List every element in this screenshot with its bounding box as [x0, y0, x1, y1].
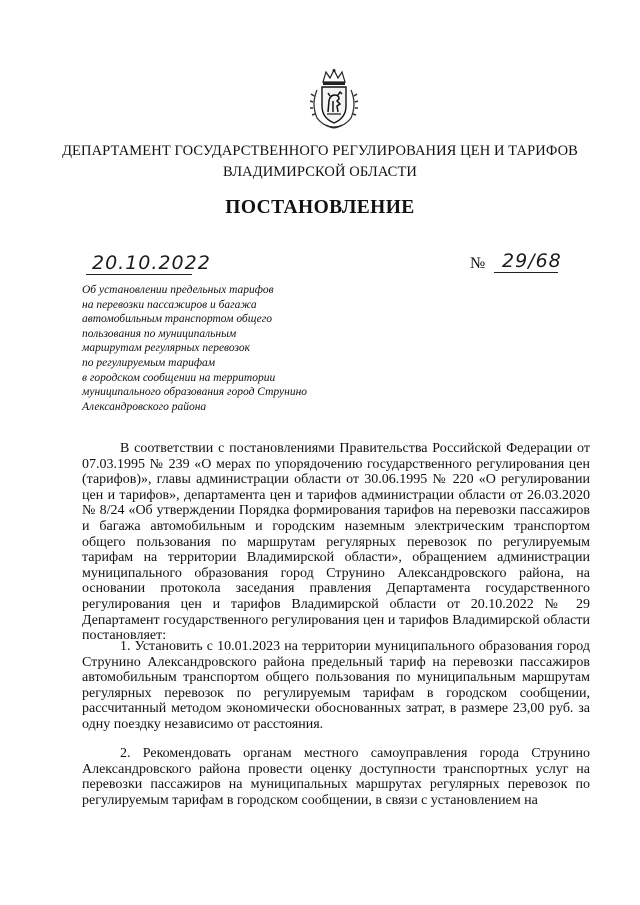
number-sign: № — [470, 255, 486, 272]
department-name-line2: ВЛАДИМИРСКОЙ ОБЛАСТИ — [223, 164, 417, 180]
department-name-line1: ДЕПАРТАМЕНТ ГОСУДАРСТВЕННОГО РЕГУЛИРОВАНИЯ ЦЕН И ТАРИФОВ — [62, 143, 578, 159]
vladimir-region-coat-of-arms-icon — [309, 68, 359, 130]
document-date-handwritten: 20.10.2022 — [92, 252, 211, 274]
document-subject — [82, 283, 307, 414]
document-number-handwritten: 29/68 — [502, 250, 562, 272]
subject-line: в городском сообщении на территории — [82, 371, 276, 384]
subject-line: автомобильным транспортом общего — [82, 313, 273, 326]
date-underline — [86, 274, 192, 275]
clause-1-paragraph — [82, 639, 590, 733]
subject-line: по регулируемым тарифам — [82, 356, 216, 369]
paragraph-text: 2. Рекомендовать органам местного самоуправления города Струнино Александровского района провести оценку доступности транспортных услуг на перевозки пассажиров на муниципальных маршрутах регулярных перевозок по регулируемым тарифам в городском сообщении, в связи с установлением на — [82, 746, 590, 808]
preamble-paragraph — [82, 441, 590, 644]
subject-line: маршрутам регулярных перевозок — [82, 342, 250, 355]
document-type-title: ПОСТАНОВЛЕНИЕ — [225, 197, 415, 218]
subject-line: Об установлении предельных тарифов — [82, 284, 274, 296]
paragraph-text: В соответствии с постановлениями Правительства Российской Федерации от 07.03.1995 № 239 «О мерах по упорядочению государственного регулирования цен (тарифов)», главы администрации области от 30.06.1995 № 220 «О регулировании цен и тарифов», департамента цен и тарифов администрации области от 26.03.2020 № 8/24 «Об утверждении Порядка формирования тарифов на перевозки пассажиров и багажа автомобильным и городским наземным электрическим транспортом общего пользования по маршрутам регулярных перевозок по регулируемым тарифам на территории Владимирской области», обращением администрации муниципального образования город Струнино Александровского района, на основании протокола заседания правления Департамента государственного регулирования цен и тарифов Владимирской области от 20.10.2022 № 29 Департамент государственного регулирования цен и тарифов Владимирской области постановляет: — [82, 441, 590, 644]
subject-line: муниципального образования город Струнино — [82, 386, 308, 399]
subject-line: пользования по муниципальным — [82, 327, 237, 340]
subject-line: на перевозки пассажиров и багажа — [82, 298, 257, 311]
paragraph-text: 1. Установить с 10.01.2023 на территории муниципального образования город Струнино Александровского района предельный тариф на перевозки пассажиров автомобильным транспортом общего пользования по муниципальным маршрутам регулярных перевозок по регулируемым тарифам в городском сообщении, рассчитанный методом экономически обоснованных затрат, в размере 23,00 руб. за одну поездку независимо от расстояния. — [82, 639, 590, 732]
clause-2-paragraph — [82, 746, 590, 808]
number-underline — [494, 272, 558, 273]
subject-line: Александровского района — [82, 400, 207, 413]
